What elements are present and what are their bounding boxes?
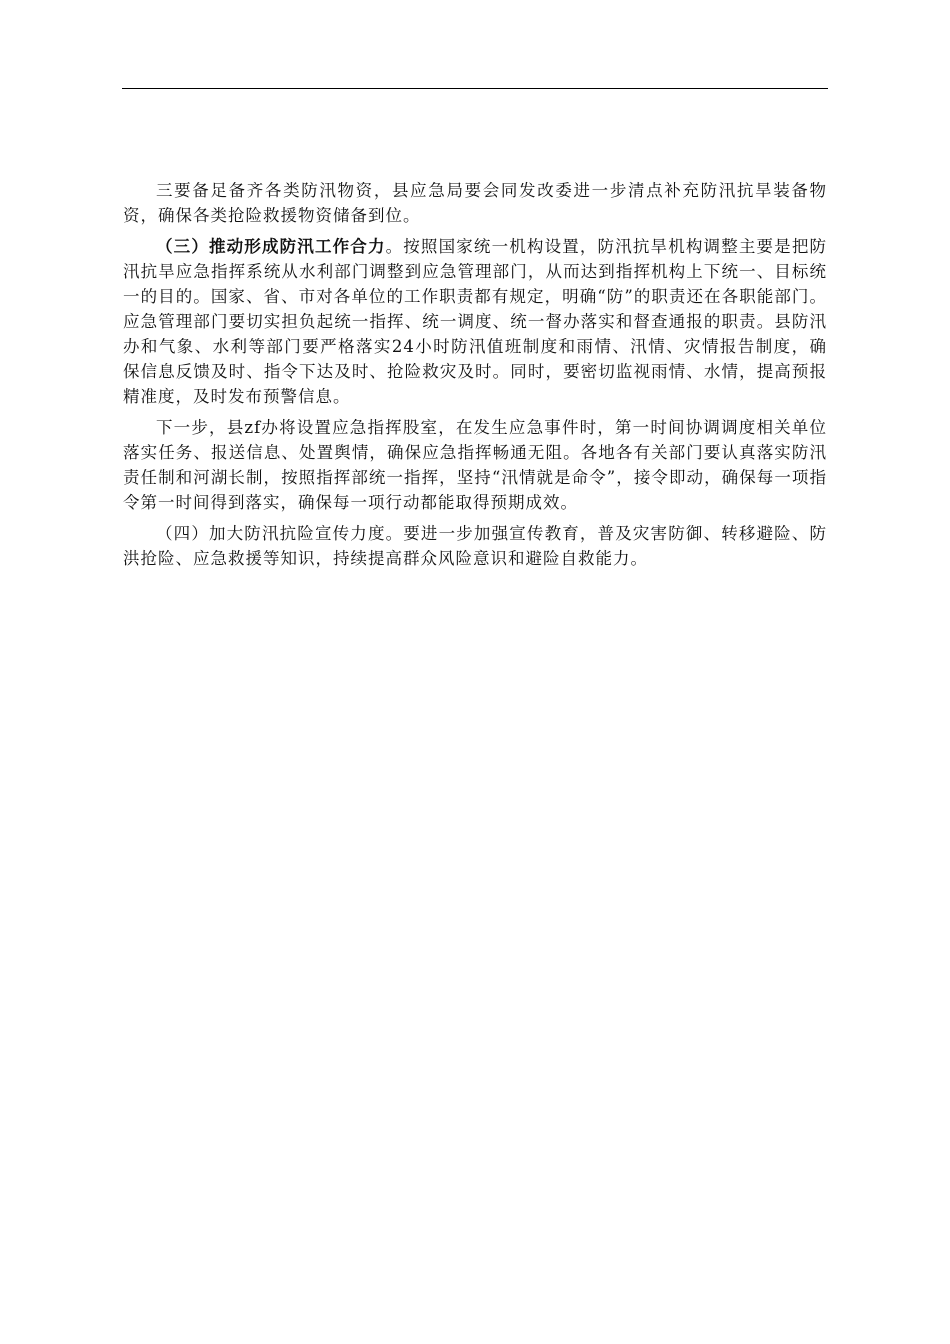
paragraph-publicity (123, 521, 827, 571)
paragraph-next-step (123, 415, 827, 515)
section-heading-3: （三）推动形成防汛工作合力 (156, 237, 386, 256)
paragraph-supplies (123, 178, 827, 228)
paragraph-coordination (123, 234, 827, 409)
header-rule (122, 88, 828, 89)
paragraph-text: 。按照国家统一机构设置，防汛抗旱机构调整主要是把防汛抗旱应急指挥系统从水利部门调整到应急管理部门，从而达到指挥机构上下统一、目标统一的目的。国家、省、市对各单位的工作职责都有规定，明确“防”的职责还在各职能部门。应急管理部门要切实担负起统一指挥、统一调度、统一督办落实和督查通报的职责。县防汛办和气象、水利等部门要严格落实24小时防汛值班制度和雨情、汛情、灾情报告制度，确保信息反馈及时、指令下达及时、抢险救灾及时。同时，要密切监视雨情、水情，提高预报精准度，及时发布预警信息。 (123, 237, 828, 406)
document-body (123, 178, 827, 577)
paragraph-text: 三要备足备齐各类防汛物资，县应急局要会同发改委进一步清点补充防汛抗旱装备物资，确保各类抢险救援物资储备到位。 (123, 181, 827, 225)
paragraph-text: 下一步，县zf办将设置应急指挥股室，在发生应急事件时，第一时间协调调度相关单位落实任务、报送信息、处置舆情，确保应急指挥畅通无阻。各地各有关部门要认真落实防汛责任制和河湖长制，按照指挥部统一指挥，坚持“汛情就是命令”，接令即动，确保每一项指令第一时间得到落实，确保每一项行动都能取得预期成效。 (123, 418, 827, 512)
paragraph-text: （四）加大防汛抗险宣传力度。要进一步加强宣传教育，普及灾害防御、转移避险、防洪抢险、应急救援等知识，持续提高群众风险意识和避险自救能力。 (123, 524, 827, 568)
